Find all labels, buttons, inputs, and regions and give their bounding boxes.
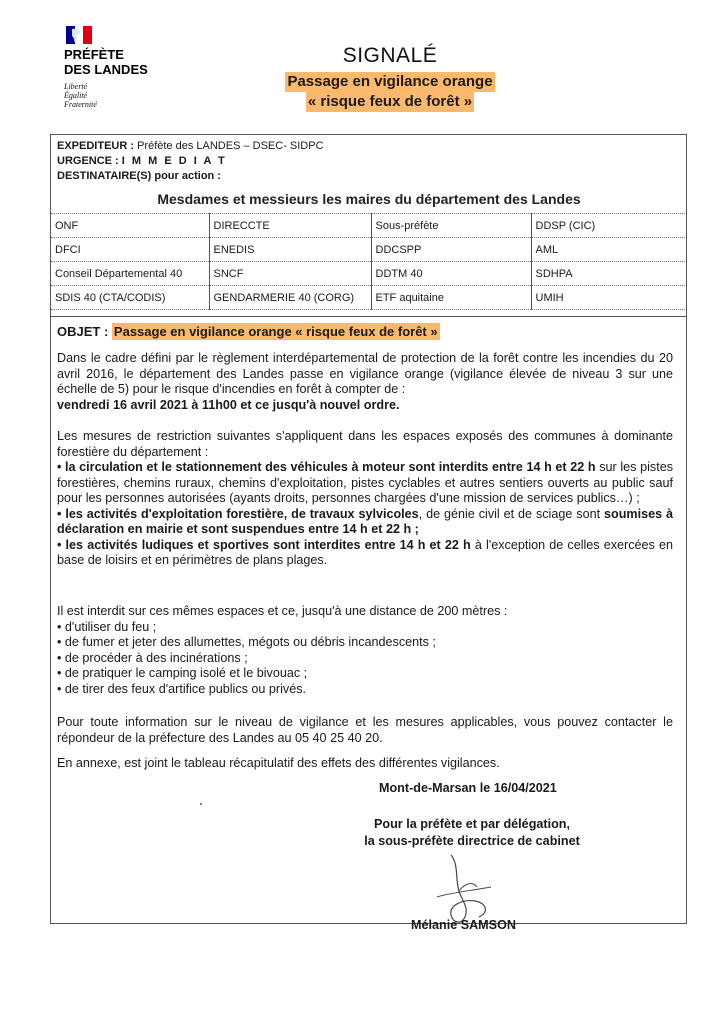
subtitle-line1: Passage en vigilance orange (287, 73, 493, 90)
recipient-cell: GENDARMERIE 40 (CORG) (209, 286, 371, 310)
recipient-cell: DDCSPP (371, 238, 531, 262)
table-row (51, 286, 687, 310)
table-row (51, 238, 687, 262)
recipient-cell: ENEDIS (209, 238, 371, 262)
message-meta (57, 139, 324, 184)
objet-divider (51, 316, 687, 317)
stray-dot (200, 803, 202, 805)
place-date: Mont-de-Marsan le 16/04/2021 (379, 781, 557, 795)
recipient-cell: SDIS 40 (CTA/CODIS) (51, 286, 209, 310)
destinataires-line: DESTINATAIRE(S) pour action : (57, 170, 221, 182)
recipient-cell: DDTM 40 (371, 262, 531, 286)
objet-highlight: Passage en vigilance orange « risque feux de forêt » (113, 324, 438, 339)
list-item: • de fumer et jeter des allumettes, mégots ou débris incandescents ; (57, 635, 436, 649)
objet-line: OBJET : Passage en vigilance orange « risque feux de forêt » (57, 324, 438, 339)
addressee-heading: Mesdames et messieurs les maires du département des Landes (157, 191, 581, 207)
recipient-cell: AML (531, 238, 687, 262)
list-item: • d'utiliser du feu ; (57, 619, 157, 634)
logo-name: PRÉFÈTE DES LANDES (64, 47, 148, 77)
marianne-flag-icon (66, 26, 92, 44)
paragraph-restrictions: Les mesures de restriction suivantes s'appliquent dans les espaces exposés des communes à dominante forestière du département : • la circulation et le stationnement des véhicules à moteur sont interdits entre 14 h et 22 h sur les pistes forestières, chemins ruraux, chemins d'exploitation, pistes cyclables et autres sentiers ouverts au public sauf pour les personnes autorisées (ayants droits, personnes chargées d'une mission de services publics…) ; • les activités d'exploitation forestière, de travaux sylvicoles, de génie civil et de sciage sont soumises à déclaration en mairie et sont suspendues entre 14 h et 22 h ; • les activités ludiques et sportives sont interdites entre 14 h et 22 h à l'exception de celles exercées en base de loisirs et en périmètres de plans plages. (57, 429, 674, 567)
recipient-cell: Conseil Départemental 40 (51, 262, 209, 286)
expediteur-line: EXPEDITEUR : Préfète des LANDES – DSEC- SIDPC (57, 140, 324, 152)
list-item: • de tirer des feux d'artifice publics ou privés. (57, 681, 307, 696)
prefecture-logo (64, 26, 174, 109)
signatory-name: Mélanie SAMSON (411, 918, 516, 932)
recipient-cell: DIRECCTE (209, 214, 371, 238)
subtitle-line2: « risque feux de forêt » (307, 93, 473, 110)
recipient-cell: ETF aquitaine (371, 286, 531, 310)
paragraph-vigilance: Dans le cadre défini par le règlement interdépartemental de protection de la forêt contre les incendies du 20 avril 2016, le département des Landes passe en vigilance orange (vigilance élevée de niveau 3 sur une échelle de 5) pour le risque d'incendies en forêt à compter de : vendredi 16 avril 2021 à 11h00 et ce jusqu'à nouvel ordre. (57, 351, 673, 412)
list-item: • de procéder à des incinérations ; (57, 650, 248, 665)
delegation-block: Pour la préfète et par délégation, la sous-préfète directrice de cabinet (364, 817, 580, 848)
table-row (51, 262, 687, 286)
recipient-cell: DDSP (CIC) (531, 214, 687, 238)
list-item: • de pratiquer le camping isolé et le bivouac ; (57, 666, 308, 680)
recipients-table (51, 213, 687, 310)
recipient-cell: SNCF (209, 262, 371, 286)
recipient-cell: UMIH (531, 286, 687, 310)
message-frame (50, 134, 687, 932)
recipient-cell: DFCI (51, 238, 209, 262)
paragraph-annexe: En annexe, est joint le tableau récapitulatif des effets des différentes vigilances. (57, 756, 500, 770)
paragraph-contact: Pour toute information sur le niveau de vigilance et les mesures applicables, vous pouvez contacter le répondeur de la préfecture des Landes au 05 40 25 40 20. (57, 715, 673, 745)
document-title: SIGNALÉ (342, 44, 438, 67)
recipient-cell: SDHPA (531, 262, 687, 286)
document-header (250, 44, 530, 112)
recipient-cell: ONF (51, 214, 209, 238)
paragraph-interdictions: Il est interdit sur ces mêmes espaces et ce, jusqu'à une distance de 200 mètres : • d'utiliser du feu ; • de fumer et jeter des allumettes, mégots ou débris incandescents ; • de procéder à des incinérations ; • de pratiquer le camping isolé et le bivouac ; • de tirer des feux d'artifice publics ou privés. (57, 604, 673, 697)
logo-motto: Liberté Égalité Fraternité (64, 82, 97, 109)
recipient-cell: Sous-préfète (371, 214, 531, 238)
table-row (51, 214, 687, 238)
urgence-line: URGENCE : I M M E D I A T (57, 155, 227, 167)
